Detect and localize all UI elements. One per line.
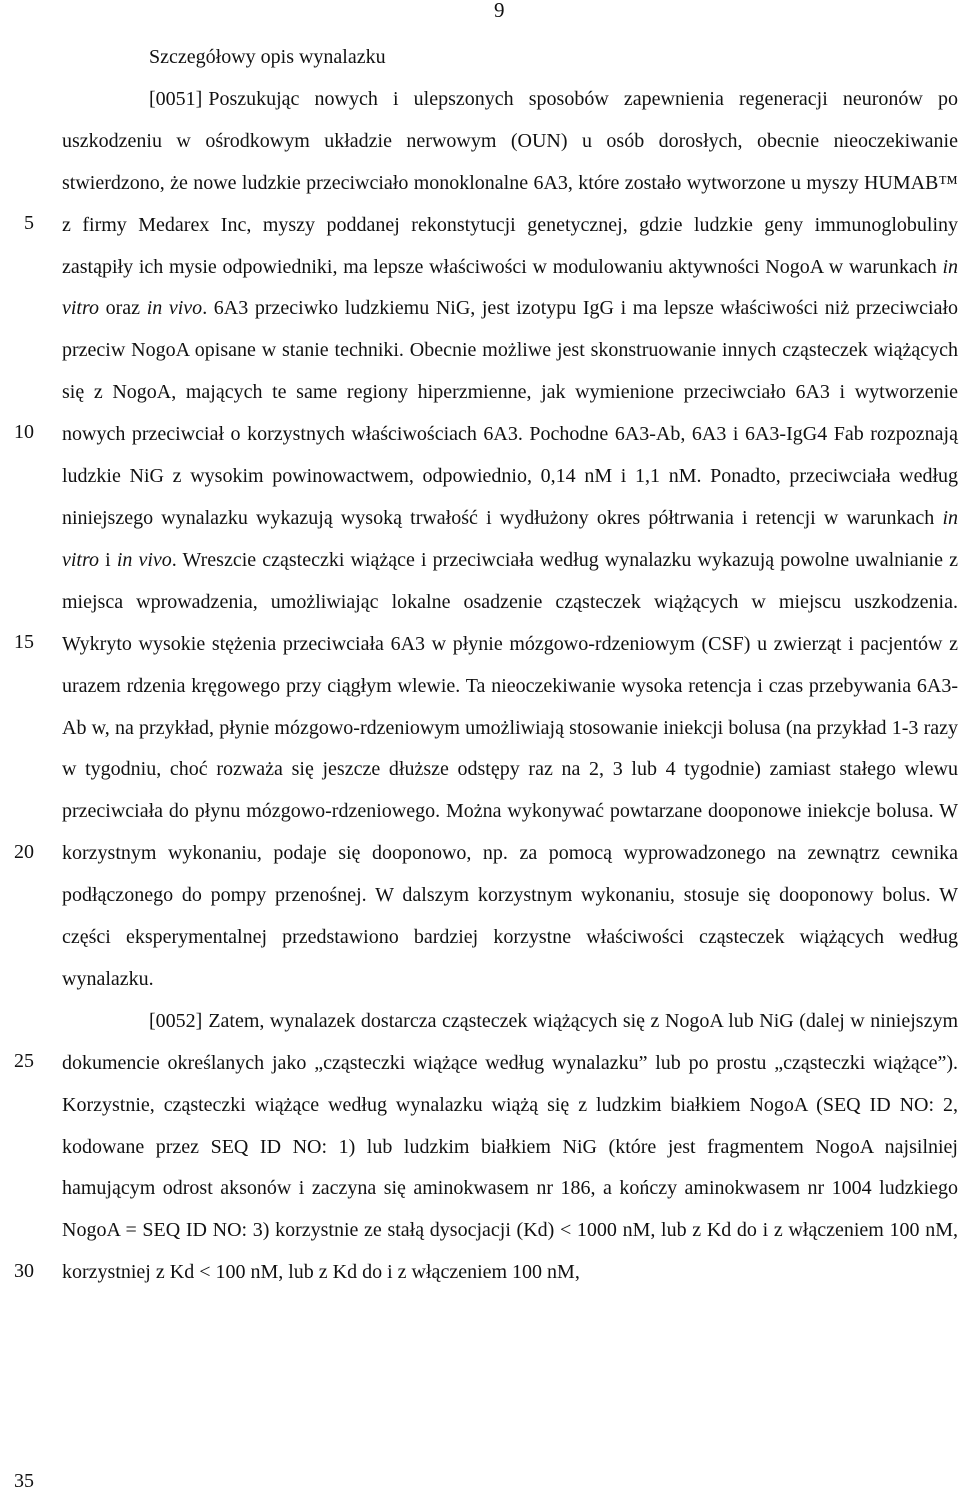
- line-number: 20: [14, 841, 34, 863]
- paragraph: [62, 1001, 958, 1294]
- italic-term: in vitro: [62, 255, 958, 320]
- line-number-margin: [0, 0, 40, 1505]
- line-number: 15: [14, 631, 34, 653]
- section-title: Szczegółowy opis wynalazku: [149, 46, 386, 68]
- italic-term: in vivo: [116, 548, 172, 571]
- line-number: 30: [14, 1260, 34, 1282]
- paragraph-text: Poszukując nowych i ulepszonych sposobów zapewnienia regeneracji neuronów po uszkodzeniu w ośrodkowym układzie nerwowym (OUN) u osób dorosłych, obecnie nieoczekiwanie stwierdzono, że nowe ludzkie przeciwciało monoklonalne 6A3, które zostało wytworzone u myszy HUMAB™ z firmy Medarex Inc, myszy poddanej rekonstytucji genetycznej, gdzie ludzkie geny immunoglobuliny zastąpiły ich mysie odpowiedniki, ma lepsze właściwości w modulowaniu aktywności NogoA w warunkach: [62, 87, 958, 278]
- line-number: 10: [14, 421, 34, 443]
- page-number: 9: [494, 0, 505, 22]
- italic-term: in vivo: [146, 297, 203, 320]
- document-body: [62, 37, 958, 1294]
- line-number: 35: [14, 1470, 34, 1492]
- paragraph: [62, 79, 958, 1001]
- line-number: 5: [24, 212, 34, 234]
- paragraph-text: i: [99, 548, 117, 571]
- paragraph-text: . Wreszcie cząsteczki wiążące i przeciwciała według wynalazku wykazują powolne uwalnianie z miejsca wprowadzenia, umożliwiając lokalne osadzenie cząsteczek wiążących w miejscu uszkodzenia. Wykryto wysokie stężenia przeciwciała 6A3 w płynie mózgowo-rdzeniowym (CSF) u zwierząt i pacjentów z urazem rdzenia kręgowego przy ciągłym wlewie. Ta nieoczekiwanie wysoka retencja i czas przebywania 6A3-Ab w, na przykład, płynie mózgowo-rdzeniowym umożliwiają stosowanie iniekcji bolusa (na przykład 1-3 razy w tygodniu, choć rozważa się jeszcze dłuższe odstępy raz na 2, 3 lub 4 tygodnie) zamiast stałego wlewu przeciwciała do płynu mózgowo-rdzeniowego. Można wykonywać powtarzane dooponowe iniekcje bolusa. W korzystnym wykonaniu, podaje się dooponowo, np. za pomocą wyprowadzonego na zewnątrz cewnika podłączonego do pompy przenośnej. W dalszym korzystnym wykonaniu, stosuje się dooponowy bolus. W części eksperymentalnej przedstawiono bardziej korzystne właściwości cząsteczek wiążących według wynalazku.: [62, 548, 958, 990]
- paragraph-reference: [0052]: [149, 1009, 203, 1032]
- paragraph-text: oraz: [99, 297, 147, 320]
- line-number: 25: [14, 1050, 34, 1072]
- paragraph-text: Zatem, wynalazek dostarcza cząsteczek wiążących się z NogoA lub NiG (dalej w niniejszym dokumencie określanych jako „cząsteczki wiążące według wynalazku” lub po prostu „cząsteczki wiążące”). Korzystnie, cząsteczki wiążące według wynalazku wiążą się z ludzkim białkiem NogoA (SEQ ID NO: 2, kodowane przez SEQ ID NO: 1) lub ludzkim białkiem NiG (które jest fragmentem NogoA najsilniej hamującym odrost aksonów i zaczyna się aminokwasem nr 186, a kończy aminokwasem nr 1004 ludzkiego NogoA = SEQ ID NO: 3) korzystnie ze stałą dysocjacji (Kd) < 1000 nM, lub z Kd do i z włączeniem 100 nM, korzystniej z Kd < 100 nM, lub z Kd do i z włączeniem 100 nM,: [62, 1009, 958, 1284]
- paragraph-text: . 6A3 przeciwko ludzkiemu NiG, jest izotypu IgG i ma lepsze właściwości niż przeciwciało przeciw NogoA opisane w stanie techniki. Obecnie możliwe jest skonstruowanie innych cząsteczek wiążących się z NogoA, mających te same regiony hiperzmienne, jak wymienione przeciwciało 6A3 i wytworzenie nowych przeciwciał o korzystnych właściwościach 6A3. Pochodne 6A3-Ab, 6A3 i 6A3-IgG4 Fab rozpoznają ludzkie NiG z wysokim powinowactwem, odpowiednio, 0,14 nM i 1,1 nM. Ponadto, przeciwciała według niniejszego wynalazku wykazują wysoką trwałość i wydłużony okres półtrwania i retencji w warunkach: [62, 297, 958, 529]
- paragraph-reference: [0051]: [149, 87, 203, 110]
- italic-term: in vitro: [62, 506, 958, 571]
